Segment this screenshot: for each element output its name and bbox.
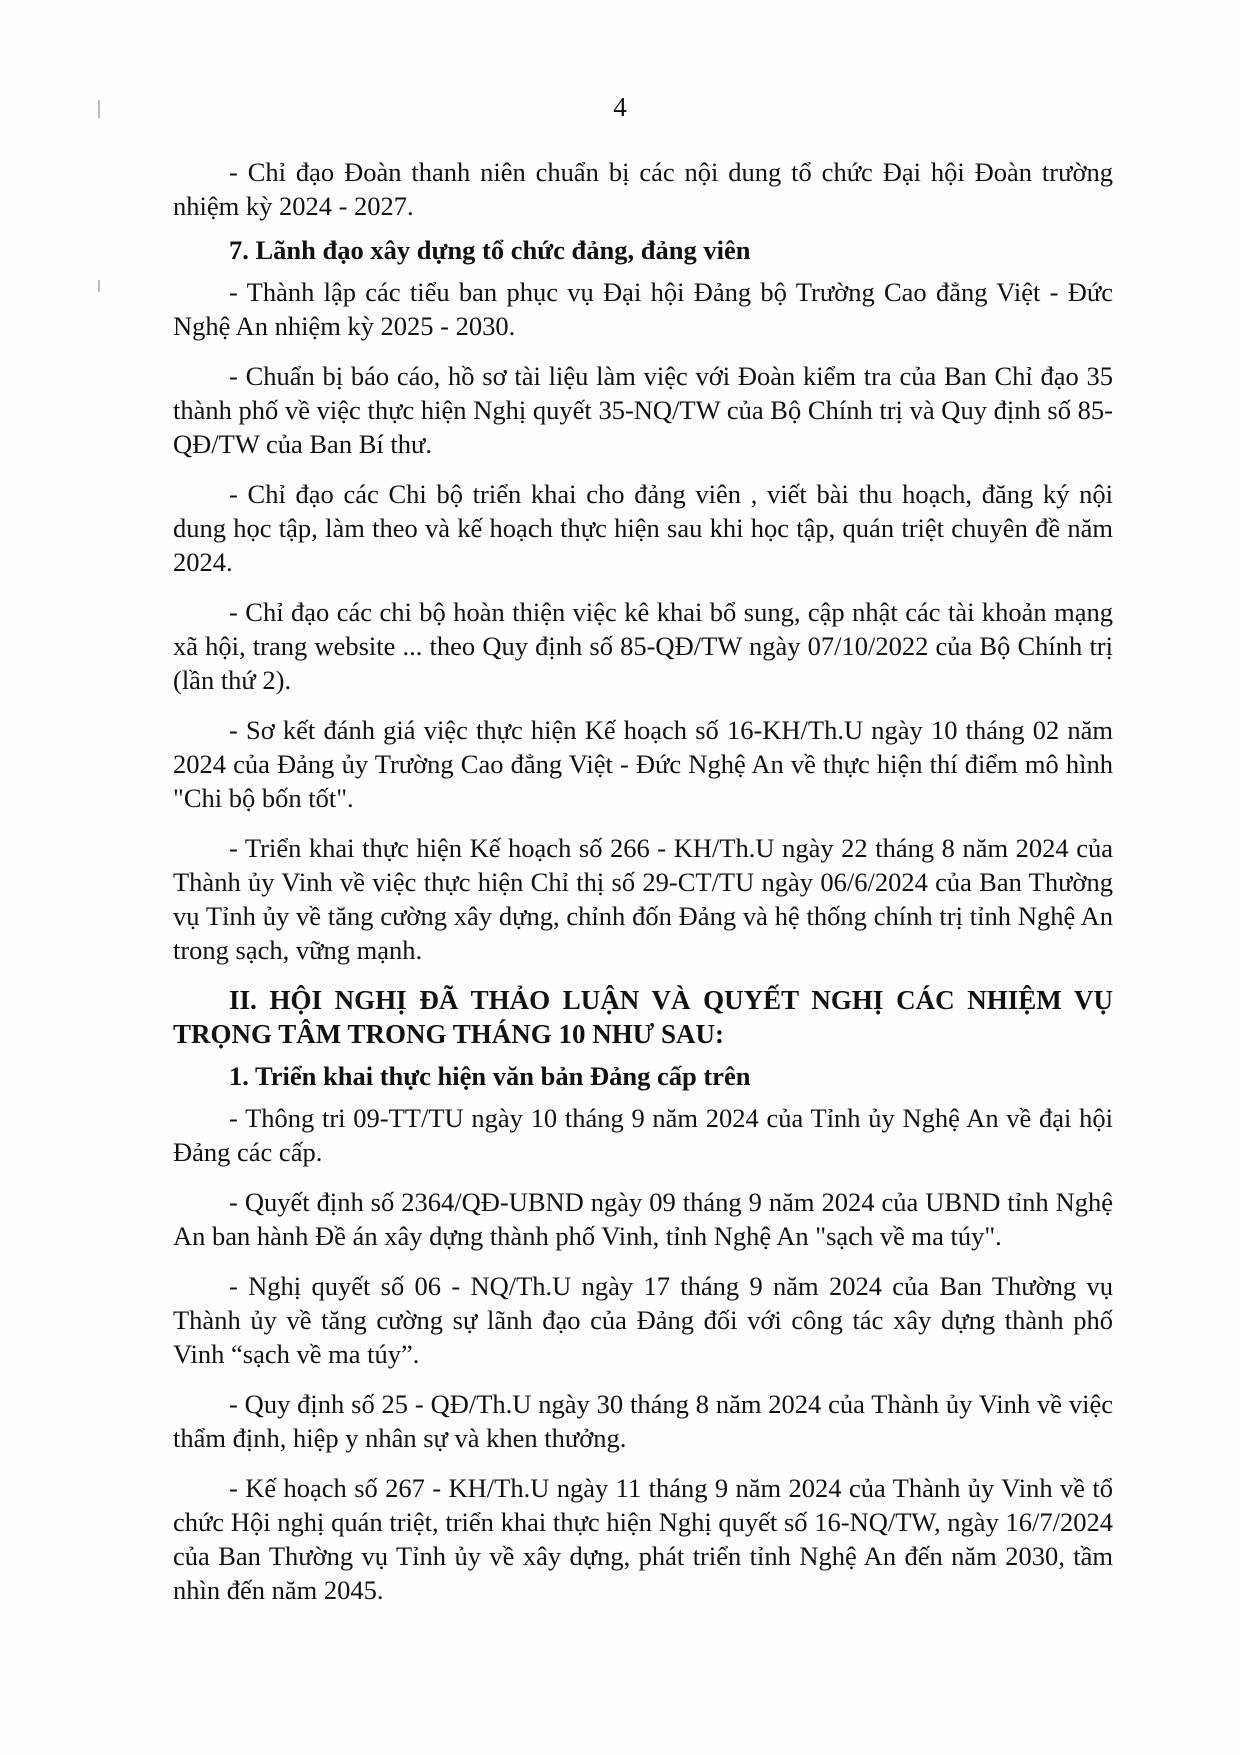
paragraph: - Chỉ đạo các Chi bộ triển khai cho đảng viên , viết bài thu hoạch, đăng ký nội dung học tập, làm theo và kế hoạch thực hiện sau khi học tập, quán triệt chuyên đề năm 2024. [173, 479, 1113, 577]
section-heading: 1. Triển khai thực hiện văn bản Đảng cấp trên [229, 1061, 751, 1091]
paragraph: - Kế hoạch số 267 - KH/Th.U ngày 11 tháng 9 năm 2024 của Thành ủy Vinh về tổ chức Hội nghị quán triệt, triển khai thực hiện Nghị quyết số 16-NQ/TW, ngày 16/7/2024 của Ban Thường vụ Tỉnh ủy về xây dựng, phát triển tỉnh Nghệ An đến năm 2030, tầm nhìn đến năm 2045. [173, 1473, 1113, 1605]
paragraph: - Quyết định số 2364/QĐ-UBND ngày 09 tháng 9 năm 2024 của UBND tỉnh Nghệ An ban hành Đề án xây dựng thành phố Vinh, tỉnh Nghệ An "sạch về ma túy". [173, 1187, 1113, 1251]
page-number: 4 [613, 92, 627, 122]
paragraph: - Chỉ đạo các chi bộ hoàn thiện việc kê khai bổ sung, cập nhật các tài khoản mạng xã hội, trang website ... theo Quy định số 85-QĐ/TW ngày 07/10/2022 của Bộ Chính trị (lần thứ 2). [173, 597, 1113, 695]
paragraph: - Chỉ đạo Đoàn thanh niên chuẩn bị các nội dung tổ chức Đại hội Đoàn trường nhiệm kỳ 2024 - 2027. [173, 157, 1113, 221]
paragraph: - Thông tri 09-TT/TU ngày 10 tháng 9 năm 2024 của Tỉnh ủy Nghệ An về đại hội Đảng các cấp. [173, 1103, 1113, 1167]
paragraph: - Thành lập các tiểu ban phục vụ Đại hội Đảng bộ Trường Cao đẳng Việt - Đức Nghệ An nhiệm kỳ 2025 - 2030. [173, 277, 1113, 341]
paragraph: - Sơ kết đánh giá việc thực hiện Kế hoạch số 16-KH/Th.U ngày 10 tháng 02 năm 2024 của Đảng ủy Trường Cao đẳng Việt - Đức Nghệ An về thực hiện thí điểm mô hình "Chi bộ bốn tốt". [173, 715, 1113, 813]
paragraph: - Triển khai thực hiện Kế hoạch số 266 - KH/Th.U ngày 22 tháng 8 năm 2024 của Thành ủy Vinh về việc thực hiện Chỉ thị số 29-CT/TU ngày 06/6/2024 của Ban Thường vụ Tỉnh ủy về tăng cường xây dựng, chỉnh đốn Đảng và hệ thống chính trị tỉnh Nghệ An trong sạch, vững mạnh. [173, 833, 1113, 965]
main-heading: II. HỘI NGHỊ ĐÃ THẢO LUẬN VÀ QUYẾT NGHỊ CÁC NHIỆM VỤ TRỌNG TÂM TRONG THÁNG 10 NHƯ SAU: [173, 985, 1113, 1049]
document-body [173, 155, 1113, 1623]
paragraph: - Nghị quyết số 06 - NQ/Th.U ngày 17 tháng 9 năm 2024 của Ban Thường vụ Thành ủy về tăng cường sự lãnh đạo của Đảng đối với công tác xây dựng thành phố Vinh “sạch về ma túy”. [173, 1271, 1113, 1369]
paragraph: - Chuẩn bị báo cáo, hồ sơ tài liệu làm việc với Đoàn kiểm tra của Ban Chỉ đạo 35 thành phố về việc thực hiện Nghị quyết 35-NQ/TW của Bộ Chính trị và Quy định số 85-QĐ/TW của Ban Bí thư. [173, 361, 1113, 459]
scan-mark [98, 280, 100, 292]
paragraph: - Quy định số 25 - QĐ/Th.U ngày 30 tháng 8 năm 2024 của Thành ủy Vinh về việc thẩm định, hiệp y nhân sự và khen thưởng. [173, 1389, 1113, 1453]
section-heading: 7. Lãnh đạo xây dựng tổ chức đảng, đảng viên [229, 235, 751, 265]
